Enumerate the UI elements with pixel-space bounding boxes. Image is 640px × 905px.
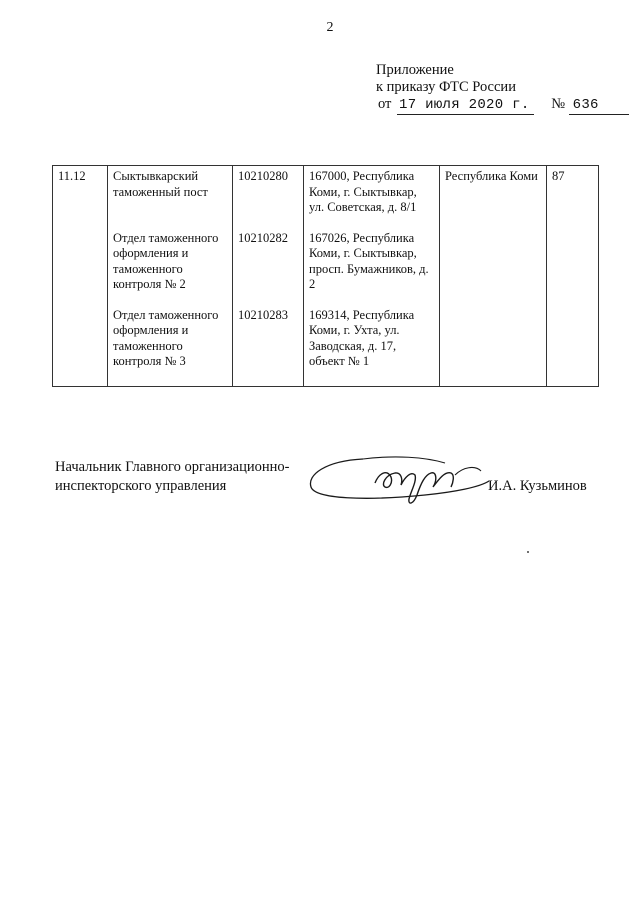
signatory-title bbox=[55, 458, 289, 496]
signatory-title-line2: инспекторского управления bbox=[55, 478, 227, 494]
office-code: 10210282 bbox=[233, 231, 304, 308]
order-date: 17 июля 2020 г. bbox=[397, 97, 534, 115]
signatory-title-line1: Начальник Главного организационно- bbox=[55, 459, 290, 475]
region: Республика Коми bbox=[440, 166, 547, 231]
scan-speck bbox=[527, 551, 529, 553]
handwritten-signature bbox=[305, 443, 495, 523]
office-name: Отдел таможенного оформления и таможенного контроля № 2 bbox=[108, 231, 233, 308]
office-name: Сыктывкарский таможенный пост bbox=[108, 166, 233, 231]
office-code: 10210280 bbox=[233, 166, 304, 231]
date-prefix: от bbox=[378, 96, 392, 112]
appendix-order-ref: к приказу ФТС России bbox=[376, 79, 516, 95]
count: 87 bbox=[547, 166, 599, 231]
row-number bbox=[53, 308, 108, 387]
region bbox=[440, 308, 547, 387]
office-address: 169314, Республика Коми, г. Ухта, ул. Заводская, д. 17, объект № 1 bbox=[304, 308, 440, 387]
order-number: 636 bbox=[569, 97, 629, 115]
count bbox=[547, 231, 599, 308]
table-row bbox=[53, 231, 599, 308]
table-row bbox=[53, 166, 599, 231]
signatory-name: И.А. Кузьминов bbox=[488, 478, 587, 494]
appendix-header bbox=[376, 62, 629, 115]
row-number bbox=[53, 231, 108, 308]
region bbox=[440, 231, 547, 308]
office-name: Отдел таможенного оформления и таможенного контроля № 3 bbox=[108, 308, 233, 387]
page-number: 2 bbox=[326, 20, 334, 35]
customs-table bbox=[52, 165, 599, 387]
appendix-title: Приложение bbox=[376, 62, 454, 78]
office-code: 10210283 bbox=[233, 308, 304, 387]
number-sign: № bbox=[551, 96, 566, 112]
office-address: 167000, Республика Коми, г. Сыктывкар, ул. Советская, д. 8/1 bbox=[304, 166, 440, 231]
table-row bbox=[53, 308, 599, 387]
count bbox=[547, 308, 599, 387]
office-address: 167026, Республика Коми, г. Сыктывкар, просп. Бумажников, д. 2 bbox=[304, 231, 440, 308]
row-number: 11.12 bbox=[53, 166, 108, 231]
order-date-line bbox=[378, 96, 629, 115]
